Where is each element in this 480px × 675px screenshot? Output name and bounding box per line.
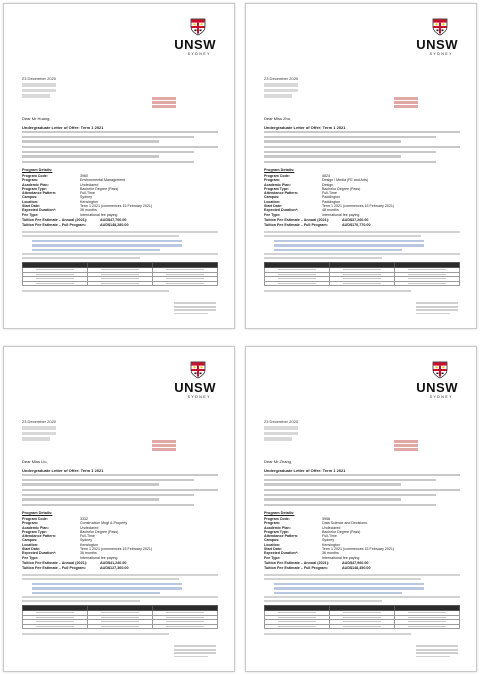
fee-label: Tuition Fee Estimate – Annual (2021):: [22, 561, 88, 565]
detail-value: Construction Mngt & Property: [80, 521, 128, 526]
fee-note: [264, 574, 460, 582]
table-footnote: [264, 290, 460, 294]
read-terms-paragraph: [264, 504, 460, 509]
detail-label: Program Code:: [22, 174, 48, 178]
detail-value: Data Science and Decisions: [322, 521, 367, 526]
program-details: [264, 517, 454, 560]
read-terms-paragraph: [22, 504, 218, 509]
detail-label: Location:: [22, 542, 39, 547]
offer-letter-page-1: [3, 3, 235, 329]
fee-value: AUD$170,770.00: [342, 223, 371, 228]
offer-letter-page-3: [3, 346, 235, 672]
footer-address: [416, 302, 458, 316]
detail-value: Kensington: [80, 199, 98, 204]
detail-row: [22, 556, 212, 560]
detail-value: 48 months: [322, 208, 339, 213]
detail-value: Kensington: [80, 542, 98, 547]
fee-note: [22, 231, 218, 239]
fee-note: [22, 574, 218, 582]
detail-value: Bachelor Degree (Pass): [80, 529, 119, 534]
fee-label: Tuition Fee Estimate – Annual (2021):: [22, 218, 88, 222]
detail-value: 3958: [322, 517, 330, 521]
detail-value: Bachelor Degree (Pass): [80, 186, 119, 191]
intro-paragraph: [264, 474, 460, 488]
detail-row: [22, 213, 212, 217]
footer-address: [174, 645, 216, 659]
detail-value: 3332: [80, 517, 88, 521]
salutation: Dear Mr Huang,: [22, 116, 51, 121]
program-details: [264, 174, 454, 217]
conditions-paragraph: [264, 489, 460, 503]
fee-value: AUD$37,260.00: [342, 218, 369, 222]
recipient-address: [264, 83, 298, 100]
table-footnote: [22, 290, 218, 294]
fee-links: [32, 240, 182, 253]
letter-heading: Undergraduate Letter of Offer: Term 1 2021: [22, 468, 104, 473]
detail-value: Undeclared: [80, 182, 99, 187]
detail-value: Sydney: [80, 195, 92, 200]
recipient-address: [22, 83, 56, 100]
detail-value: International fee paying: [80, 212, 118, 217]
detail-label: Campus:: [22, 195, 38, 200]
detail-value: 4824: [322, 174, 330, 178]
study-periods-table: [264, 262, 460, 286]
detail-value: 36 months: [80, 208, 97, 213]
detail-label: Expected Duration*:: [264, 551, 299, 556]
letter-date: 23 December 2020: [22, 419, 57, 424]
detail-label: Location:: [264, 542, 281, 547]
student-id-block: [394, 96, 418, 109]
letter-heading: Undergraduate Letter of Offer: Term 1 2021: [264, 468, 346, 473]
salutation: Dear Miss Liu,: [22, 459, 48, 464]
detail-label: Program Type:: [264, 186, 290, 191]
detail-value: Term 1 2021 (commences 15 February 2021): [80, 204, 153, 209]
letter-date: 23 December 2020: [264, 419, 299, 424]
intro-paragraph: [22, 131, 218, 145]
detail-value: Full-Time: [80, 534, 95, 539]
read-terms-paragraph: [264, 161, 460, 166]
fee-label: Tuition Fee Estimate – Full Program:: [264, 566, 328, 571]
student-id-block: [152, 439, 176, 452]
fee-label: Tuition Fee Estimate – Full Program:: [22, 223, 86, 228]
fee-links: [32, 583, 182, 596]
detail-label: Expected Duration*:: [264, 208, 299, 213]
recipient-address: [22, 426, 56, 443]
detail-label: Location:: [22, 199, 39, 204]
program-details-title: Program Details:: [264, 168, 295, 172]
detail-value: Sydney: [322, 538, 334, 543]
detail-value: Full-Time: [80, 191, 95, 196]
detail-label: Start Date:: [264, 547, 283, 552]
detail-value: Design: [322, 182, 334, 187]
unsw-crest-icon: [190, 18, 206, 36]
conditions-paragraph: [22, 146, 218, 160]
detail-label: Program:: [22, 521, 38, 526]
detail-label: Program Code:: [22, 517, 48, 521]
detail-label: Campus:: [264, 538, 280, 543]
fee-links: [274, 583, 424, 596]
detail-value: International fee paying: [322, 212, 360, 217]
detail-value: Term 1 2021 (commences 15 February 2021): [322, 204, 395, 209]
fee-value: AUD$148,280.00: [100, 223, 129, 228]
detail-value: Undeclared: [322, 525, 341, 530]
detail-label: Program Type:: [22, 186, 48, 191]
program-details-title: Program Details:: [22, 511, 53, 515]
conditions-paragraph: [264, 146, 460, 160]
detail-label: Program:: [22, 178, 38, 183]
detail-label: Start Date:: [264, 204, 283, 209]
detail-value: Paddington: [322, 199, 341, 204]
unsw-sydney-label: SYDNEY: [187, 52, 211, 56]
intro-paragraph: [22, 474, 218, 488]
detail-value: Term 1 2021 (commences 15 February 2021): [322, 547, 395, 552]
detail-value: Bachelor Degree (Pass): [322, 529, 361, 534]
footer-address: [416, 645, 458, 659]
fee-label: Tuition Fee Estimate – Annual (2021):: [264, 218, 330, 222]
detail-value: Design / Media (FE and Arts): [322, 178, 369, 183]
letter-heading: Undergraduate Letter of Offer: Term 1 2021: [22, 125, 104, 130]
detail-label: Academic Plan:: [264, 525, 291, 530]
detail-label: Fee Type:: [22, 555, 39, 560]
fee-label: Tuition Fee Estimate – Full Program:: [264, 223, 328, 228]
fee-value: AUD$127,360.00: [100, 566, 129, 571]
detail-value: Sydney: [80, 538, 92, 543]
detail-value: Paddington: [322, 195, 341, 200]
unsw-sydney-label: SYDNEY: [429, 52, 453, 56]
recipient-address: [264, 426, 298, 443]
tuition-fees: [264, 561, 454, 571]
fee-label: Tuition Fee Estimate – Annual (2021):: [264, 561, 330, 565]
letter-date: 23 December 2020: [264, 76, 299, 81]
detail-label: Start Date:: [22, 204, 41, 209]
detail-label: Academic Plan:: [264, 182, 291, 187]
detail-label: Campus:: [264, 195, 280, 200]
detail-label: Academic Plan:: [22, 182, 49, 187]
unsw-wordmark: UNSW: [174, 380, 216, 395]
duration-note: [22, 253, 218, 261]
detail-row: [264, 213, 454, 217]
offer-letter-page-4: [245, 346, 477, 672]
detail-label: Fee Type:: [264, 212, 281, 217]
tuition-fees: [22, 561, 212, 571]
fee-value: AUD$148,450.00: [342, 566, 371, 571]
tuition-fees: [264, 218, 454, 228]
detail-label: Attendance Pattern:: [22, 534, 57, 539]
detail-label: Location:: [264, 199, 281, 204]
unsw-crest-icon: [190, 361, 206, 379]
detail-label: Attendance Pattern:: [22, 191, 57, 196]
letter-date: 23 December 2020: [22, 76, 57, 81]
student-id-block: [394, 439, 418, 452]
study-periods-table: [22, 605, 218, 629]
footer-address: [174, 302, 216, 316]
detail-label: Program:: [264, 521, 280, 526]
detail-value: Term 1 2021 (commences 15 February 2021): [80, 547, 153, 552]
detail-value: 36 months: [322, 551, 339, 556]
fee-row: [22, 566, 212, 571]
read-terms-paragraph: [22, 161, 218, 166]
duration-note: [264, 596, 460, 604]
table-footnote: [264, 633, 460, 637]
detail-label: Attendance Pattern:: [264, 191, 299, 196]
fee-row: [22, 223, 212, 228]
tuition-fees: [22, 218, 212, 228]
detail-label: Program Type:: [22, 529, 48, 534]
study-periods-table: [264, 605, 460, 629]
detail-value: International fee paying: [80, 555, 118, 560]
unsw-crest-icon: [432, 18, 448, 36]
detail-label: Expected Duration*:: [22, 551, 57, 556]
detail-label: Expected Duration*:: [22, 208, 57, 213]
program-details: [22, 517, 212, 560]
conditions-paragraph: [22, 489, 218, 503]
unsw-wordmark: UNSW: [416, 380, 458, 395]
detail-value: International fee paying: [322, 555, 360, 560]
duration-note: [264, 253, 460, 261]
detail-label: Program:: [264, 178, 280, 183]
fee-value: AUD$47,760.00: [100, 218, 127, 222]
fee-value: AUD$41,240.00: [100, 561, 127, 565]
offer-letter-page-2: [245, 3, 477, 329]
fee-value: AUD$47,960.00: [342, 561, 369, 565]
fee-row: [264, 566, 454, 571]
detail-label: Attendance Pattern:: [264, 534, 299, 539]
fee-label: Tuition Fee Estimate – Full Program:: [22, 566, 86, 571]
salutation: Dear Mr Zhang,: [264, 459, 293, 464]
detail-value: Environmental Management: [80, 178, 125, 183]
detail-value: Kensington: [322, 542, 340, 547]
detail-label: Program Code:: [264, 174, 290, 178]
unsw-sydney-label: SYDNEY: [187, 395, 211, 399]
detail-label: Academic Plan:: [22, 525, 49, 530]
fee-note: [264, 231, 460, 239]
unsw-wordmark: UNSW: [174, 37, 216, 52]
study-periods-table: [22, 262, 218, 286]
detail-label: Fee Type:: [264, 555, 281, 560]
detail-label: Campus:: [22, 538, 38, 543]
duration-note: [22, 596, 218, 604]
intro-paragraph: [264, 131, 460, 145]
letter-heading: Undergraduate Letter of Offer: Term 1 2021: [264, 125, 346, 130]
program-details-title: Program Details:: [22, 168, 53, 172]
program-details-title: Program Details:: [264, 511, 295, 515]
fee-links: [274, 240, 424, 253]
unsw-sydney-label: SYDNEY: [429, 395, 453, 399]
detail-value: 3960: [80, 174, 88, 178]
detail-row: [264, 556, 454, 560]
unsw-crest-icon: [432, 361, 448, 379]
detail-value: Full-Time: [322, 534, 337, 539]
detail-value: Bachelor Degree (Pass): [322, 186, 361, 191]
detail-value: Full-Time: [322, 191, 337, 196]
fee-row: [264, 223, 454, 228]
salutation: Dear Miss Zhu,: [264, 116, 292, 121]
detail-label: Program Type:: [264, 529, 290, 534]
table-footnote: [22, 633, 218, 637]
program-details: [22, 174, 212, 217]
unsw-wordmark: UNSW: [416, 37, 458, 52]
student-id-block: [152, 96, 176, 109]
detail-label: Start Date:: [22, 547, 41, 552]
detail-value: Undeclared: [80, 525, 99, 530]
detail-value: 36 months: [80, 551, 97, 556]
detail-label: Program Code:: [264, 517, 290, 521]
detail-label: Fee Type:: [22, 212, 39, 217]
